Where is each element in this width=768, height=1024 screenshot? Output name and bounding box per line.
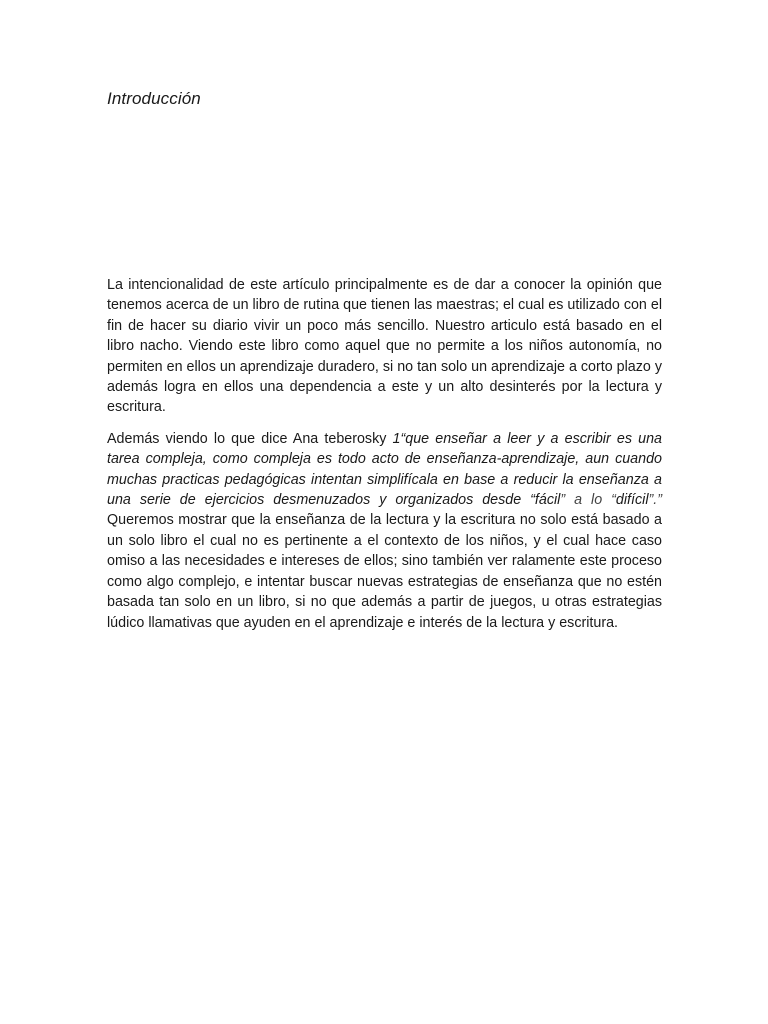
citation-quote-connector: ” a lo “ (560, 492, 616, 509)
document-title: Introducción (107, 89, 201, 108)
citation-quote-close: ”.” (648, 492, 662, 509)
citation-quote: 1“que enseñar a leer y a escribir es una tarea compleja, como compleja es todo acto de enseñanza-aprendizaje, aun cuando muchas practicas pedagógicas intentan simplifícala en base a reducir la enseñanza a una serie de ejercicios desmenuzados y organizados desde “fácil (107, 430, 662, 509)
paragraph-2 (107, 429, 662, 633)
paragraph-2-rest: Queremos mostrar que la enseñanza de la lectura y la escritura no solo está basado a un solo libro el cual no es pertinente a el contexto de los niños, y el cual hace caso omiso a las necesidades e intereses de ellos; sino también ver ralamente este proceso como algo complejo, e intentar buscar nuevas estrategias de enseñanza que no estén basada tan solo en un libro, si no que además a partir de juegos, u otras estrategias lúdico llamativas que ayuden en el aprendizaje e interés de la lectura y escritura. (107, 512, 662, 631)
paragraph-2-intro: Además viendo lo que dice Ana teberosky (107, 430, 393, 447)
paragraph-1: La intencionalidad de este artículo principalmente es de dar a conocer la opinión que tenemos acerca de un libro de rutina que tienen las maestras; el cual es utilizado con el fin de hacer su diario vivir un poco más sencillo. Nuestro articulo está basado en el libro nacho. Viendo este libro como aquel que no permite a los niños autonomía, no permiten en ellos un aprendizaje duradero, si no tan solo un aprendizaje a corto plazo y además logra en ellos una dependencia a este y un alto desinterés por la lectura y escritura. (107, 277, 662, 416)
document-body (107, 275, 662, 633)
citation-quote-end-word: difícil (615, 492, 649, 509)
